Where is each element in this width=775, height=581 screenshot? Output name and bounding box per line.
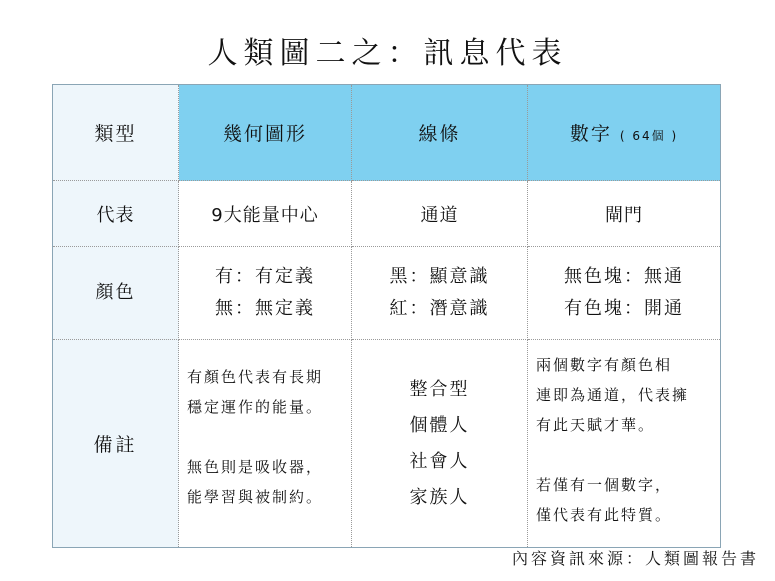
color-numbers-line1: 無色塊：無通 [564,266,684,287]
color-lines-line1: 黑：顯意識 [389,266,490,287]
cell-represent-geometry: 9大能量中心 [179,181,352,247]
cell-notes-lines [352,340,528,548]
cell-color-geometry [179,247,352,340]
notes-numbers-line2: 連即為通道，代表擁 [536,386,690,404]
row-label-color: 顏色 [53,247,179,340]
cell-represent-numbers: 閘門 [528,181,721,247]
header-type: 類型 [53,85,179,181]
cell-notes-numbers [528,340,721,548]
notes-numbers-line4: 若僅有一個數字， [536,476,673,494]
color-lines-line2: 紅：潛意識 [389,298,490,319]
color-geometry-line1: 有：有定義 [215,266,315,287]
notes-numbers-line1: 兩個數字有顏色相 [536,356,673,374]
header-geometry: 幾何圖形 [179,85,352,181]
row-label-represent: 代表 [53,181,179,247]
notes-geometry-line3: 無色則是吸收器， [187,458,324,476]
cell-notes-geometry [179,340,352,548]
notes-lines-line4: 家族人 [409,486,470,508]
notes-lines-line2: 個體人 [409,414,470,436]
source-credit: 內容資訊來源：人類圖報告書 [511,549,759,568]
table-row-represent [53,181,721,247]
info-table [52,84,721,548]
notes-lines-line3: 社會人 [409,450,470,472]
cell-color-lines [352,247,528,340]
table-header-row [53,85,721,181]
notes-geometry-line1: 有顏色代表有長期 [187,368,324,386]
table-row-notes [53,340,721,548]
row-label-notes: 備註 [53,340,179,548]
header-numbers-label: 數字 [569,123,612,145]
notes-geometry-line2: 穩定運作的能量。 [187,398,324,416]
cell-represent-lines: 通道 [352,181,528,247]
notes-geometry-line4: 能學習與被制約。 [187,488,324,506]
notes-lines-line1: 整合型 [409,378,470,400]
cell-color-numbers [528,247,721,340]
notes-numbers-line5: 僅代表有此特質。 [536,506,673,524]
table-row-color [53,247,721,340]
page-title: 人類圖二之：訊息代表 [207,36,568,71]
header-numbers-count: ( 64個 ) [619,129,679,143]
notes-numbers-line3: 有此天賦才華。 [536,416,656,434]
color-numbers-line2: 有色塊：開通 [564,298,684,319]
header-lines: 線條 [352,85,528,181]
header-numbers [528,85,721,181]
color-geometry-line2: 無：無定義 [215,298,315,319]
